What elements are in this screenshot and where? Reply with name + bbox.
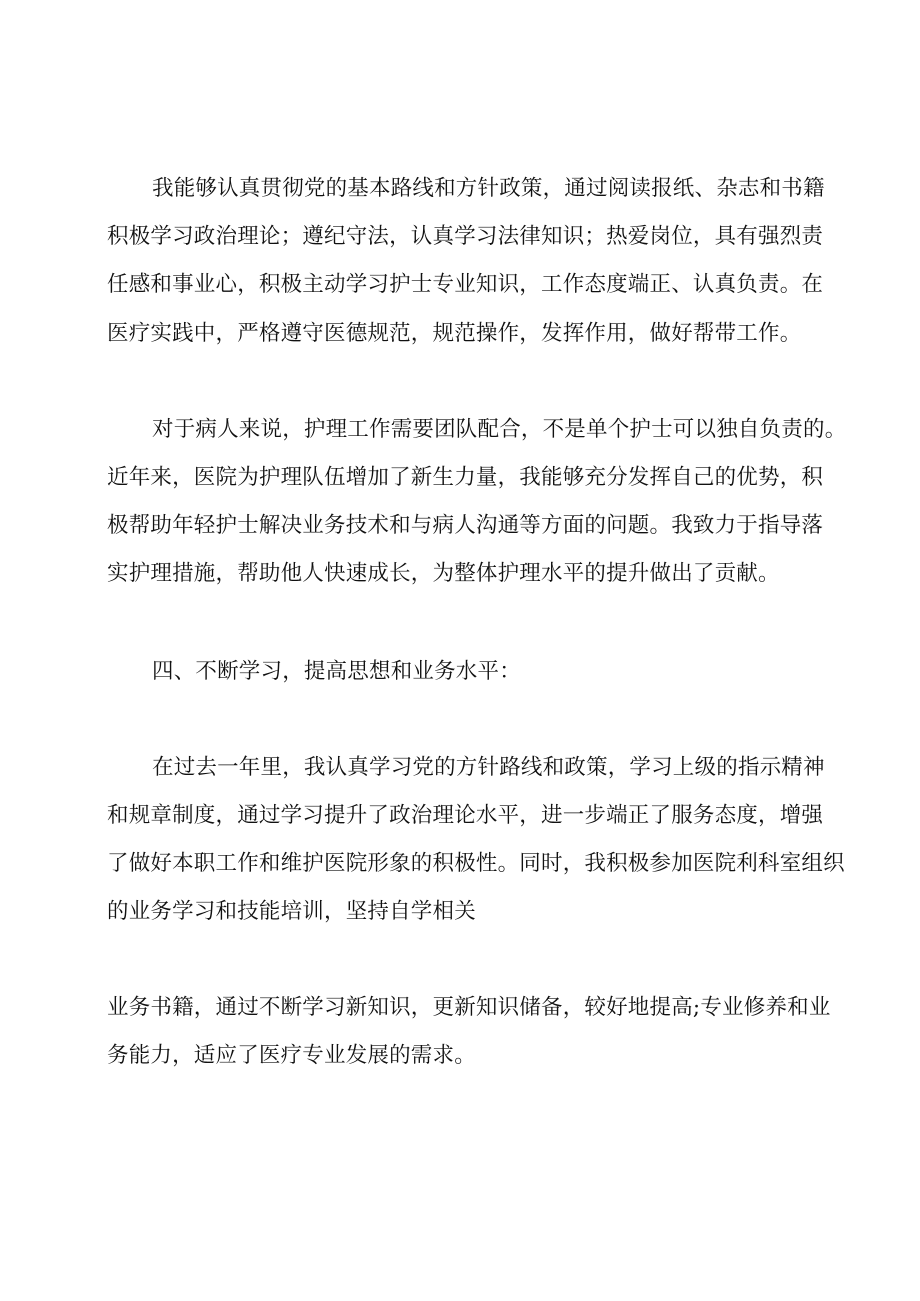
paragraph-3-line-1: 在过去一年里，我认真学习党的方针路线和政策，学习上级的指示精神 <box>152 755 825 780</box>
section-heading: 四、不断学习，提高思想和业务水平： <box>152 659 521 684</box>
paragraph-2-line-2: 近年来，医院为护理队伍增加了新生力量，我能够充分发挥自己的优势，积 <box>107 465 824 490</box>
paragraph-3-line-2: 和规章制度，通过学习提升了政治理论水平，进一步端正了服务态度，增强 <box>107 803 824 828</box>
paragraph-1-line-2: 积极学习政治理论；遵纪守法，认真学习法律知识；热爱岗位，具有强烈责 <box>107 224 824 249</box>
paragraph-1-line-4: 医疗实践中，严格遵守医德规范，规范操作，发挥作用，做好帮带工作。 <box>107 321 802 346</box>
paragraph-1-line-3: 任感和事业心，积极主动学习护士专业知识，工作态度端正、认真负责。在 <box>107 272 824 297</box>
paragraph-4-line-2: 务能力，适应了医疗专业发展的需求。 <box>107 1043 476 1068</box>
paragraph-2-line-1: 对于病人来说，护理工作需要团队配合，不是单个护士可以独自负责的。 <box>152 417 847 442</box>
paragraph-2-line-3: 极帮助年轻护士解决业务技术和与病人沟通等方面的问题。我致力于指导落 <box>107 513 824 538</box>
paragraph-1-line-1: 我能够认真贯彻党的基本路线和方针政策，通过阅读报纸、杂志和书籍 <box>152 176 825 201</box>
paragraph-3-line-4: 的业务学习和技能培训，坚持自学相关 <box>107 899 476 924</box>
paragraph-2-line-4: 实护理措施，帮助他人快速成长，为整体护理水平的提升做出了贡献。 <box>107 561 780 586</box>
paragraph-3-line-3: 了做好本职工作和维护医院形象的积极性。同时，我积极参加医院利科室组织 <box>107 851 845 876</box>
paragraph-4-line-1: 业务书籍，通过不断学习新知识，更新知识储备，较好地提高;专业修养和业 <box>107 995 831 1020</box>
